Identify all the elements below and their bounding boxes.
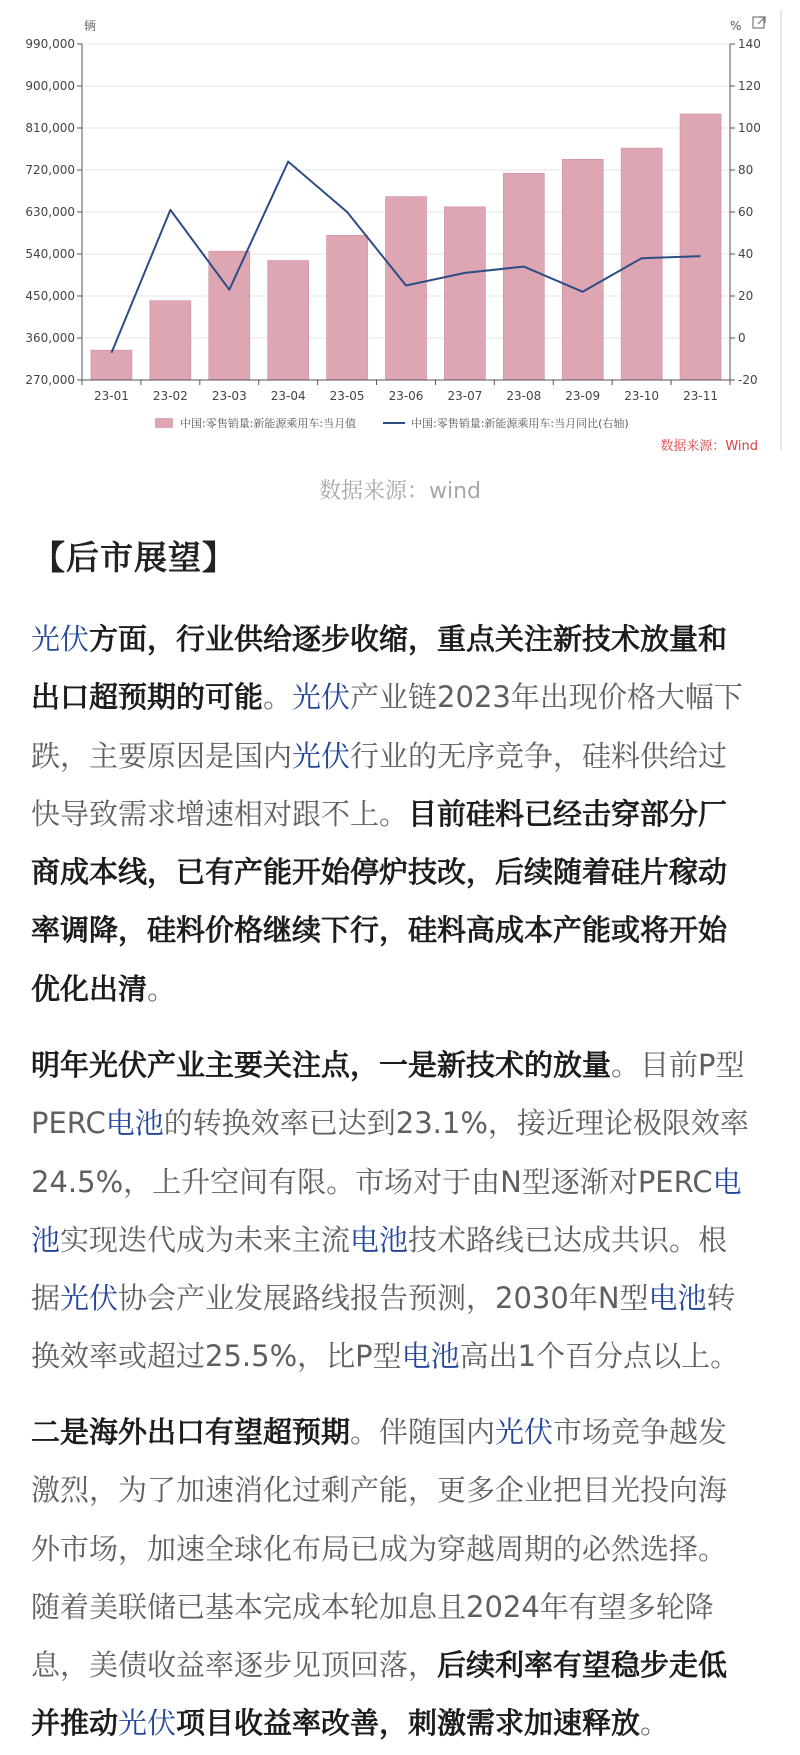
- keyword-link[interactable]: 光伏: [292, 738, 351, 773]
- y-tick-label: 990,000: [25, 37, 75, 51]
- y2-tick-label: 20: [738, 289, 754, 303]
- chart-caption: 数据来源：wind: [318, 479, 481, 504]
- x-tick-label: 23-05: [329, 389, 365, 403]
- keyword-link[interactable]: 光伏: [60, 1281, 119, 1316]
- p1-text: 跌，主要原因是国内: [31, 738, 293, 773]
- chart-svg: [0, 0, 800, 460]
- p2-text: 高出1个百分点以上。: [459, 1339, 740, 1374]
- p1-text: 优化出清: [31, 971, 148, 1006]
- p1-text: 方面，行业供给逐步收缩，重点关注新技术放量和: [89, 622, 728, 656]
- chart-source-note: 数据来源：Wind: [660, 439, 758, 454]
- p3-text: 。: [640, 1706, 670, 1741]
- keyword-link[interactable]: 电池: [350, 1222, 409, 1257]
- x-tick-label: 23-04: [270, 389, 306, 403]
- legend-bar-label: 中国:零售销量:新能源乘用车:当月值: [180, 417, 357, 430]
- legend-line-label: 中国:零售销量:新能源乘用车:当月同比(右轴): [411, 417, 629, 430]
- p1-line-7: [31, 960, 779, 1018]
- p3-text: 激烈，为了加速消化过剩产能，更多企业把目光投向海: [31, 1473, 728, 1508]
- p2-line-6: [31, 1327, 779, 1385]
- p1-text: 快导致需求增速相对跟不上。: [31, 796, 409, 831]
- p2-text: 。目前P型: [611, 1048, 745, 1082]
- p3-text: 市场竞争越发: [553, 1415, 728, 1449]
- p3-text: 并推动: [31, 1706, 119, 1741]
- p1-line-6: [31, 901, 779, 959]
- p3-text: 二是海外出口有望超预期: [31, 1415, 351, 1449]
- section-title: 【后市展望】: [32, 538, 236, 577]
- p2-text: 协会产业发展路线报告预测，2030年N型: [118, 1281, 649, 1316]
- p3-text: 外市场，加速全球化布局已成为穿越周期的必然选择。: [31, 1531, 728, 1566]
- p1-line-3: [31, 727, 779, 785]
- x-tick-label: 23-10: [624, 389, 660, 403]
- p1-text: 目前硅料已经击穿部分厂: [408, 796, 728, 831]
- p3-line-4: [31, 1578, 779, 1636]
- y2-axis-unit: %: [730, 19, 742, 33]
- p3-line-3: [31, 1520, 779, 1578]
- keyword-link[interactable]: 电池: [648, 1281, 707, 1316]
- p2-text: 换效率或超过25.5%，比P型: [31, 1339, 402, 1374]
- p3-text: 。伴随国内: [350, 1415, 496, 1449]
- sales-chart: [0, 0, 800, 460]
- p1-text: 。: [147, 971, 177, 1006]
- p2-line-4: [31, 1211, 779, 1269]
- y2-tick-label: 60: [738, 205, 754, 219]
- y2-tick-label: 0: [738, 331, 746, 345]
- paragraph-2: [31, 1036, 779, 1386]
- y2-tick-label: 100: [738, 121, 761, 135]
- p1-text: 。: [263, 680, 293, 715]
- keyword-link[interactable]: 光伏: [495, 1415, 554, 1449]
- p1-text: 出口超预期的可能: [31, 680, 264, 715]
- x-tick-label: 23-02: [152, 389, 188, 403]
- p1-line-1: [31, 610, 779, 668]
- p3-line-1: [31, 1403, 779, 1461]
- bar-23-06: [386, 197, 427, 380]
- p1-text: 产业链2023年出现价格大幅下: [350, 680, 743, 715]
- y-tick-label: 630,000: [25, 205, 75, 219]
- y2-tick-label: 140: [738, 37, 761, 51]
- bar-23-02: [150, 301, 191, 380]
- p3-text: 随着美联储已基本完成本轮加息且2024年有望多轮降: [31, 1589, 714, 1624]
- bar-23-07: [444, 207, 485, 380]
- p2-text: 技术路线已达成共识。根: [408, 1222, 728, 1257]
- p1-text: 行业的无序竞争，硅料供给过: [350, 738, 728, 773]
- p2-line-2: [31, 1094, 779, 1152]
- p2-text: 实现迭代成为未来主流: [60, 1222, 351, 1257]
- keyword-link[interactable]: 光伏: [118, 1706, 177, 1741]
- paragraph-3: [31, 1403, 779, 1753]
- p3-line-5: [31, 1636, 779, 1694]
- y2-tick-label: 80: [738, 163, 754, 177]
- p2-text: PERC: [31, 1106, 106, 1141]
- y2-tick-label: 120: [738, 79, 761, 93]
- p2-text: 24.5%，上升空间有限。市场对于由N型逐渐对PERC: [31, 1164, 713, 1199]
- x-tick-label: 23-09: [565, 389, 601, 403]
- p2-line-1: [31, 1036, 779, 1094]
- bar-23-09: [562, 159, 603, 380]
- paragraph-1: [31, 610, 779, 1018]
- p2-text: 的转换效率已达到23.1%，接近理论极限效率: [163, 1106, 749, 1141]
- p2-line-3: [31, 1153, 779, 1211]
- y-tick-label: 450,000: [25, 289, 75, 303]
- p1-line-2: [31, 668, 779, 726]
- keyword-link[interactable]: 光伏: [292, 680, 351, 715]
- bar-23-04: [268, 261, 309, 380]
- p3-text: 后续利率有望稳步走低: [437, 1648, 728, 1683]
- p3-line-2: [31, 1461, 779, 1519]
- keyword-link[interactable]: 电: [712, 1164, 742, 1199]
- legend-bar-swatch: [155, 418, 173, 428]
- x-tick-label: 23-03: [211, 389, 247, 403]
- bar-23-11: [680, 114, 721, 380]
- y-axis-unit: 辆: [84, 19, 97, 33]
- p1-line-4: [31, 785, 779, 843]
- keyword-link[interactable]: 电池: [401, 1339, 460, 1374]
- y-tick-label: 540,000: [25, 247, 75, 261]
- y-tick-label: 810,000: [25, 121, 75, 135]
- y2-tick-label: 40: [738, 247, 754, 261]
- x-tick-label: 23-01: [94, 389, 129, 403]
- p2-text: 据: [31, 1281, 61, 1316]
- bar-23-05: [327, 235, 368, 380]
- p2-text: 转: [706, 1281, 736, 1316]
- x-tick-label: 23-11: [683, 389, 718, 403]
- p2-line-5: [31, 1269, 779, 1327]
- bar-23-01: [91, 350, 132, 380]
- y-tick-label: 720,000: [25, 163, 75, 177]
- bar-23-08: [503, 173, 544, 380]
- p1-text: 率调降，硅料价格继续下行，硅料高成本产能或将开始: [31, 913, 728, 948]
- keyword-link[interactable]: 电池: [105, 1106, 164, 1141]
- x-tick-label: 23-06: [388, 389, 424, 403]
- x-tick-label: 23-07: [447, 389, 483, 403]
- p1-text: 商成本线，已有产能开始停炉技改，后续随着硅片稼动: [31, 855, 728, 890]
- p2-text: 明年光伏产业主要关注点，一是新技术的放量: [31, 1048, 612, 1082]
- p1-line-5: [31, 843, 779, 901]
- p3-text: 项目收益率改善，刺激需求加速释放: [176, 1706, 641, 1741]
- keyword-link[interactable]: 池: [31, 1222, 61, 1257]
- y-tick-label: 360,000: [25, 331, 75, 345]
- p3-line-6: [31, 1694, 779, 1752]
- keyword-link[interactable]: 光伏: [31, 622, 90, 656]
- p3-text: 息，美债收益率逐步见顶回落，: [31, 1648, 438, 1683]
- y2-tick-label: -20: [738, 373, 758, 387]
- x-tick-label: 23-08: [506, 389, 542, 403]
- y-tick-label: 900,000: [25, 79, 75, 93]
- bar-23-10: [621, 148, 662, 380]
- y-tick-label: 270,000: [25, 373, 75, 387]
